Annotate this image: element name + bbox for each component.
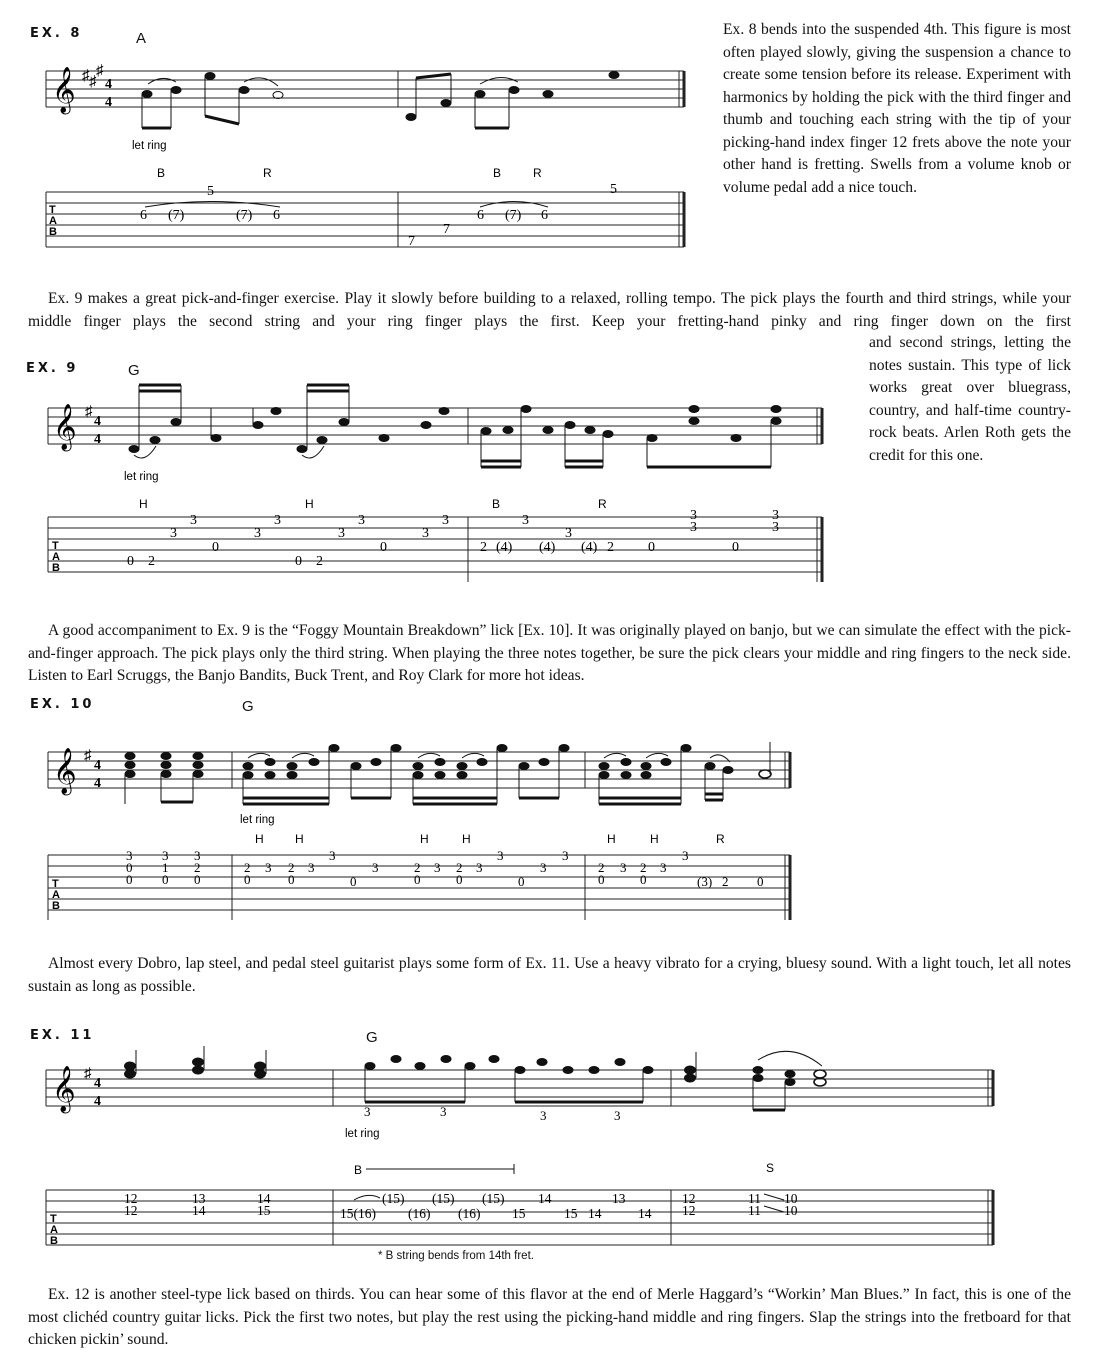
svg-text:3: 3: [358, 513, 365, 528]
svg-text:let ring: let ring: [345, 1128, 380, 1140]
svg-text:B: B: [492, 497, 501, 511]
svg-text:3: 3: [338, 526, 345, 541]
svg-text:♯: ♯: [84, 1066, 92, 1082]
svg-text:0: 0: [244, 872, 251, 887]
svg-text:B: B: [493, 166, 502, 180]
svg-text:12: 12: [682, 1191, 696, 1206]
ex12-intro-text: Ex. 12 is another steel-type lick based on thirds. You can hear some of this flavor at the end of Merle Haggard’s “Workin’ Man Blues.” In fact, this is one of the most clichéd country guitar licks. Pick the first two notes, but play the rest using the picking-hand middle and ring fingers. Slap the strings into the fretboard for that chicken pickin’ sound.: [28, 1286, 1071, 1348]
svg-text:3: 3: [772, 508, 779, 523]
svg-text:𝄞: 𝄞: [52, 1066, 76, 1111]
svg-text:12: 12: [682, 1203, 696, 1218]
ex11-footnote: * B string bends from 14th fret.: [378, 1250, 534, 1262]
svg-text:0: 0: [194, 872, 201, 887]
svg-text:4: 4: [105, 95, 112, 110]
svg-text:R: R: [263, 166, 272, 180]
svg-text:T: T: [50, 1213, 57, 1225]
svg-text:3: 3: [364, 1104, 371, 1119]
ex11-intro-text: Almost every Dobro, lap steel, and pedal steel guitarist plays some form of Ex. 11. Use a heavy vibrato for a crying, bluesy sound. With a light touch, let all notes sustain as long as possible.: [28, 955, 1071, 995]
svg-text:♯: ♯: [96, 63, 104, 79]
svg-text:10: 10: [784, 1191, 798, 1206]
svg-text:13: 13: [612, 1191, 626, 1206]
svg-text:3: 3: [565, 526, 572, 541]
svg-text:H: H: [420, 832, 429, 846]
svg-text:4: 4: [94, 1094, 101, 1109]
svg-text:3: 3: [434, 860, 441, 875]
svg-text:3: 3: [476, 860, 483, 875]
svg-text:A: A: [50, 1224, 58, 1236]
svg-text:S: S: [766, 1161, 775, 1175]
svg-text:B: B: [52, 900, 60, 912]
svg-text:3: 3: [522, 513, 529, 528]
svg-text:(15): (15): [382, 1191, 405, 1206]
svg-text:7: 7: [443, 222, 450, 237]
svg-text:(3): (3): [697, 874, 713, 889]
svg-text:(4): (4): [581, 540, 598, 555]
svg-text:0: 0: [598, 872, 605, 887]
svg-text:11: 11: [748, 1203, 761, 1218]
svg-text:♯: ♯: [84, 748, 92, 764]
svg-text:3: 3: [274, 513, 281, 528]
svg-text:15: 15: [512, 1206, 526, 1221]
svg-text:3: 3: [329, 848, 336, 863]
ex11-chord-symbol: G: [366, 1029, 378, 1046]
svg-text:𝄞: 𝄞: [53, 748, 77, 793]
svg-text:15: 15: [564, 1206, 578, 1221]
svg-text:0: 0: [414, 872, 421, 887]
ex10-chord-symbol: G: [242, 698, 254, 715]
svg-text:5: 5: [207, 184, 214, 199]
svg-text:let ring: let ring: [124, 471, 159, 483]
svg-text:12: 12: [124, 1203, 138, 1218]
svg-text:0: 0: [456, 872, 463, 887]
svg-text:14: 14: [192, 1203, 206, 1218]
svg-text:3: 3: [562, 848, 569, 863]
svg-text:♯: ♯: [85, 404, 93, 420]
svg-text:3: 3: [442, 513, 449, 528]
svg-text:H: H: [650, 832, 659, 846]
ex8-description: Ex. 8 bends into the suspended 4th. This figure is most often played slowly, giving the suspension a chance to create some tension before its release. Experiment with harmonics by holding the pick with the third finger and thumb and touching each string with the tip of your picking-hand index finger 12 frets above the note your other hand is fretting. Swells from a volume knob or volume pedal add a nice touch.: [723, 21, 1071, 196]
svg-text:H: H: [305, 497, 314, 511]
svg-text:R: R: [598, 497, 607, 511]
svg-text:2: 2: [194, 860, 201, 875]
svg-text:2: 2: [607, 540, 614, 555]
svg-text:3: 3: [254, 526, 261, 541]
svg-text:3: 3: [194, 848, 201, 863]
svg-text:3: 3: [772, 520, 779, 535]
svg-text:14: 14: [588, 1206, 602, 1221]
ex10-label: EX. 10: [30, 697, 95, 712]
svg-text:A: A: [52, 551, 60, 563]
svg-text:0: 0: [295, 554, 302, 569]
svg-text:2: 2: [722, 874, 729, 889]
svg-text:3: 3: [540, 1108, 547, 1123]
svg-text:B: B: [157, 166, 166, 180]
svg-text:0: 0: [350, 874, 357, 889]
svg-text:4: 4: [94, 414, 101, 429]
svg-text:A: A: [49, 215, 57, 227]
svg-text:R: R: [533, 166, 542, 180]
svg-text:(7): (7): [168, 208, 185, 223]
svg-text:3: 3: [265, 860, 272, 875]
svg-text:4: 4: [94, 432, 101, 447]
svg-text:14: 14: [257, 1191, 271, 1206]
svg-text:B: B: [354, 1163, 363, 1177]
svg-text:3: 3: [372, 860, 379, 875]
svg-text:H: H: [607, 832, 616, 846]
svg-text:3: 3: [614, 1108, 621, 1123]
svg-text:10: 10: [784, 1203, 798, 1218]
svg-text:6: 6: [273, 208, 280, 223]
svg-text:13: 13: [192, 1191, 206, 1206]
svg-text:(7): (7): [505, 208, 522, 223]
svg-text:3: 3: [170, 526, 177, 541]
svg-text:2: 2: [148, 554, 155, 569]
ex10-intro-text: A good accompaniment to Ex. 9 is the “Foggy Mountain Breakdown” lick [Ex. 10]. It was originally played on banjo, but we can simulate the effect with the pick-and-finger approach. The pick plays only the third string. When playing the three notes together, be sure the pick clears your middle and ring fingers to the neck side. Listen to Earl Scruggs, the Banjo Bandits, Buck Trent, and Roy Clark for more hot ideas.: [28, 622, 1071, 684]
svg-text:H: H: [295, 832, 304, 846]
svg-text:H: H: [255, 832, 264, 846]
svg-text:♯: ♯: [82, 68, 90, 84]
svg-text:2: 2: [414, 860, 421, 875]
svg-text:(15): (15): [482, 1191, 505, 1206]
svg-text:2: 2: [598, 860, 605, 875]
svg-text:4: 4: [105, 77, 112, 92]
svg-text:11: 11: [748, 1191, 761, 1206]
svg-text:3: 3: [162, 848, 169, 863]
svg-text:3: 3: [497, 848, 504, 863]
svg-text:2: 2: [480, 540, 487, 555]
svg-text:3: 3: [682, 848, 689, 863]
svg-text:0: 0: [732, 540, 739, 555]
ex8-label: EX. 8: [30, 26, 83, 41]
svg-text:B: B: [49, 226, 57, 238]
svg-text:2: 2: [244, 860, 251, 875]
ex9-intro-text: Ex. 9 makes a great pick-and-finger exercise. Play it slowly before building to a relaxed, rolling tempo. The pick plays the fourth and third strings, while your middle finger plays the second string and your ring finger plays the first. Keep your fretting-hand pinky and ring finger down on the first: [28, 290, 1071, 330]
svg-text:3: 3: [422, 526, 429, 541]
svg-text:1: 1: [162, 860, 169, 875]
svg-text:0: 0: [212, 540, 219, 555]
svg-text:R: R: [716, 832, 725, 846]
svg-text:2: 2: [456, 860, 463, 875]
svg-text:6: 6: [140, 208, 147, 223]
svg-text:H: H: [139, 497, 148, 511]
svg-text:T: T: [52, 878, 59, 890]
svg-text:♯: ♯: [89, 74, 97, 90]
svg-text:let ring: let ring: [240, 814, 275, 826]
svg-text:5: 5: [610, 182, 617, 197]
svg-text:4: 4: [94, 758, 101, 773]
svg-text:4: 4: [94, 1076, 101, 1091]
svg-text:3: 3: [440, 1104, 447, 1119]
svg-text:(4): (4): [539, 540, 556, 555]
svg-text:(4): (4): [496, 540, 513, 555]
ex8-chord-symbol: A: [136, 30, 147, 47]
svg-text:0: 0: [126, 872, 133, 887]
svg-text:2: 2: [288, 860, 295, 875]
svg-text:12: 12: [124, 1191, 138, 1206]
svg-text:3: 3: [540, 860, 547, 875]
svg-text:2: 2: [640, 860, 647, 875]
svg-text:(15): (15): [432, 1191, 455, 1206]
svg-text:(7): (7): [236, 208, 253, 223]
svg-text:0: 0: [640, 872, 647, 887]
svg-text:14: 14: [538, 1191, 552, 1206]
treble-clef-icon: 𝄞: [52, 67, 76, 112]
ex11-label: EX. 11: [30, 1028, 95, 1043]
svg-text:B: B: [52, 562, 60, 574]
svg-text:T: T: [52, 540, 59, 552]
svg-text:2: 2: [316, 554, 323, 569]
svg-text:3: 3: [620, 860, 627, 875]
svg-text:0: 0: [162, 872, 169, 887]
svg-text:0: 0: [126, 860, 133, 875]
svg-text:0: 0: [380, 540, 387, 555]
svg-text:14: 14: [638, 1206, 652, 1221]
svg-text:T: T: [49, 204, 56, 216]
svg-text:6: 6: [541, 208, 548, 223]
svg-text:3: 3: [126, 848, 133, 863]
svg-text:H: H: [462, 832, 471, 846]
svg-text:3: 3: [190, 513, 197, 528]
ex9-label: EX. 9: [26, 361, 79, 376]
svg-text:(16): (16): [458, 1206, 481, 1221]
svg-text:4: 4: [94, 776, 101, 791]
svg-text:A: A: [52, 889, 60, 901]
svg-text:3: 3: [660, 860, 667, 875]
svg-text:15(16): 15(16): [340, 1206, 376, 1221]
svg-text:0: 0: [757, 874, 764, 889]
svg-text:0: 0: [518, 874, 525, 889]
svg-text:(16): (16): [408, 1206, 431, 1221]
svg-text:15: 15: [257, 1203, 271, 1218]
ex9-side-text: and second strings, letting the notes sustain. This type of lick works great over bluegrass, country, and half-time country-rock beats. Arlen Roth gets the credit for this one.: [869, 334, 1071, 464]
svg-text:3: 3: [308, 860, 315, 875]
svg-text:3: 3: [690, 520, 697, 535]
svg-text:𝄞: 𝄞: [53, 404, 77, 449]
svg-text:let ring: let ring: [132, 140, 167, 152]
svg-text:0: 0: [127, 554, 134, 569]
svg-text:6: 6: [477, 208, 484, 223]
svg-text:3: 3: [690, 508, 697, 523]
svg-text:B: B: [50, 1235, 58, 1247]
svg-text:0: 0: [648, 540, 655, 555]
svg-text:0: 0: [288, 872, 295, 887]
ex9-chord-symbol: G: [128, 362, 140, 379]
svg-text:7: 7: [408, 234, 415, 249]
